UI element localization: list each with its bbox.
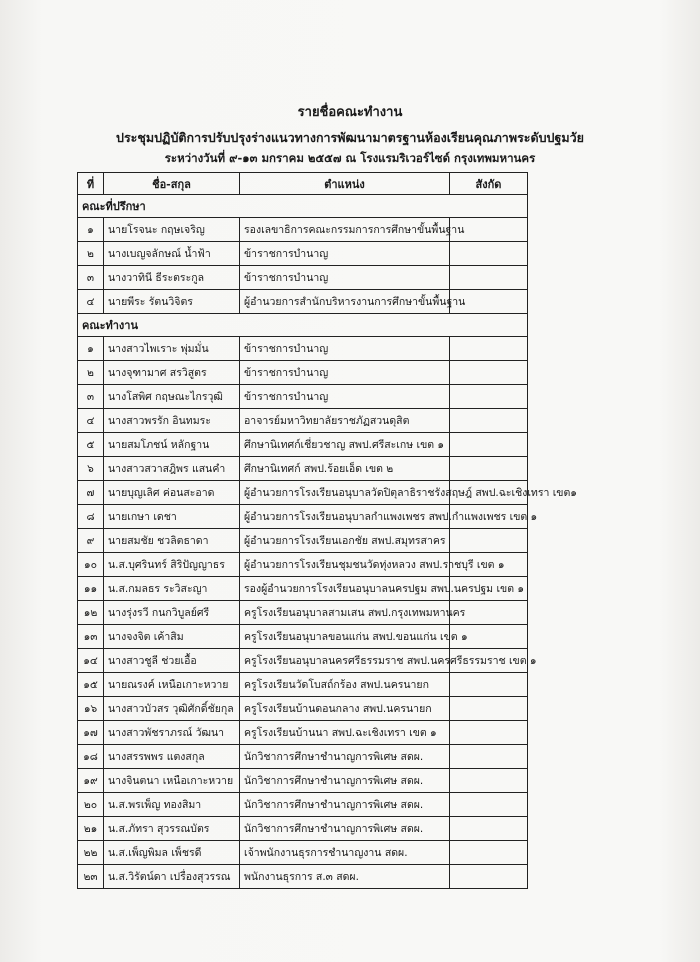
row-affiliation [450, 361, 528, 385]
table-row [78, 218, 528, 242]
row-name: นางรุ่งรวี กนกวิบูลย์ศรี [104, 601, 240, 625]
row-number: ๑๐ [78, 553, 104, 577]
table-row [78, 793, 528, 817]
row-number: ๓ [78, 266, 104, 290]
row-name: นายสมชัย ชวลิตธาดา [104, 529, 240, 553]
row-number: ๘ [78, 505, 104, 529]
section-label: คณะที่ปรึกษา [78, 195, 528, 218]
row-position: ผู้อำนวยการโรงเรียนเอกชัย สพป.สมุทรสาคร [240, 529, 450, 553]
section-row-advisors [78, 195, 528, 218]
row-name: น.ส.ภัทรา สุวรรณบัตร [104, 817, 240, 841]
table-row [78, 817, 528, 841]
row-affiliation [450, 673, 528, 697]
row-position: ข้าราชการบำนาญ [240, 385, 450, 409]
row-position: ผู้อำนวยการโรงเรียนอนุบาลวัดปิตุลาธิราชรังสฤษฎ์ สพป.ฉะเชิงเทรา เขต๑ [240, 481, 450, 505]
row-affiliation [450, 793, 528, 817]
row-position: นักวิชาการศึกษาชำนาญการพิเศษ สดผ. [240, 817, 450, 841]
table-row [78, 553, 528, 577]
table-row [78, 601, 528, 625]
meeting-title: ประชุมปฏิบัติการปรับปรุงร่างแนวทางการพัฒนามาตรฐานห้องเรียนคุณภาพระดับปฐมวัย [116, 130, 584, 145]
row-position: ครูโรงเรียนบ้านนา สพป.ฉะเชิงเทรา เขต ๑ [240, 721, 450, 745]
row-affiliation [450, 242, 528, 266]
row-number: ๑๓ [78, 625, 104, 649]
row-number: ๓ [78, 385, 104, 409]
row-name: นางจงจิต เค้าสิม [104, 625, 240, 649]
row-name: นางเบญจลักษณ์ น้ำฟ้า [104, 242, 240, 266]
row-name: นางสาวชูลี ช่วยเอื้อ [104, 649, 240, 673]
table-row [78, 769, 528, 793]
table-row [78, 721, 528, 745]
row-position: ครูโรงเรียนอนุบาลสามเสน สพป.กรุงเทพมหานคร [240, 601, 450, 625]
row-name: นายณรงค์ เหนือเกาะหวาย [104, 673, 240, 697]
row-name: นางสาวไพเราะ พุ่มมั่น [104, 337, 240, 361]
table-row [78, 266, 528, 290]
table-row [78, 433, 528, 457]
row-number: ๑๑ [78, 577, 104, 601]
table-row [78, 290, 528, 314]
row-number: ๔ [78, 290, 104, 314]
row-name: นางโสพิศ กฤษณะไกรวุฒิ [104, 385, 240, 409]
table-row [78, 481, 528, 505]
roster-body [78, 195, 577, 889]
row-affiliation [450, 841, 528, 865]
row-position: ข้าราชการบำนาญ [240, 266, 450, 290]
row-position: นักวิชาการศึกษาชำนาญการพิเศษ สดผ. [240, 793, 450, 817]
row-name: น.ส.พรเพ็ญ ทองสิมา [104, 793, 240, 817]
row-affiliation [450, 697, 528, 721]
row-affiliation [450, 433, 528, 457]
row-affiliation [450, 385, 528, 409]
table-row [78, 361, 528, 385]
row-name: นายโรจนะ กฤษเจริญ [104, 218, 240, 242]
row-number: ๒๒ [78, 841, 104, 865]
row-name: นางสรรพพร แตงสกุล [104, 745, 240, 769]
row-position: รองเลขาธิการคณะกรรมการการศึกษาขั้นพื้นฐาน [240, 218, 450, 242]
row-number: ๑๗ [78, 721, 104, 745]
table-row [78, 409, 528, 433]
row-position: เจ้าพนักงานธุรการชำนาญงาน สดผ. [240, 841, 450, 865]
table-row [78, 242, 528, 266]
row-number: ๑๘ [78, 745, 104, 769]
row-name: นายสมโภชน์ หลักฐาน [104, 433, 240, 457]
row-name: น.ส.เพ็ญพิมล เพ็ชรดี [104, 841, 240, 865]
row-number: ๒ [78, 242, 104, 266]
row-position: ศึกษานิเทศก์ สพป.ร้อยเอ็ด เขต ๒ [240, 457, 450, 481]
table-row [78, 625, 528, 649]
row-number: ๗ [78, 481, 104, 505]
row-name: น.ส.วิรัตน์ดา เปรื่องสุวรรณ [104, 865, 240, 889]
header-affiliation: สังกัด [450, 173, 528, 195]
row-name: นางจุฑามาศ สรวิสูตร [104, 361, 240, 385]
section-row-workers [78, 314, 528, 337]
row-name: นางสาวสวาสฎิพร แสนคำ [104, 457, 240, 481]
row-position: ศึกษานิเทศก์เชี่ยวชาญ สพป.ศรีสะเกษ เขต ๑ [240, 433, 450, 457]
row-name: นางสาวพัชราภรณ์ วัฒนา [104, 721, 240, 745]
header-row [78, 173, 528, 195]
row-number: ๑๙ [78, 769, 104, 793]
row-name: นายบุญเลิศ ค่อนสะอาด [104, 481, 240, 505]
row-position: ครูโรงเรียนวัดโบสถ์กร้อง สพป.นครนายก [240, 673, 450, 697]
row-name: นางสาวบัวสร วุฒิศักดิ์ชัยกุล [104, 697, 240, 721]
row-number: ๙ [78, 529, 104, 553]
row-affiliation [450, 745, 528, 769]
row-name: นางวาทินี ธีระตระกูล [104, 266, 240, 290]
row-affiliation [450, 266, 528, 290]
meeting-date-venue: ระหว่างวันที่ ๙-๑๓ มกราคม ๒๕๕๗ ณ โรงแรมริเวอร์ไซด์ กรุงเทพมหานคร [164, 151, 536, 165]
header-num: ที่ [78, 173, 104, 195]
row-position: ข้าราชการบำนาญ [240, 242, 450, 266]
row-affiliation [450, 721, 528, 745]
row-number: ๒ [78, 361, 104, 385]
document-title: รายชื่อคณะทำงาน [297, 105, 403, 120]
table-row [78, 457, 528, 481]
row-position: ผู้อำนวยการโรงเรียนชุมชนวัดทุ่งหลวง สพป.ราชบุรี เขต ๑ [240, 553, 450, 577]
row-name: น.ส.บุศรินทร์ สิริปัญญาธร [104, 553, 240, 577]
row-affiliation [450, 769, 528, 793]
table-row [78, 529, 528, 553]
row-name: นายเกษา เดชา [104, 505, 240, 529]
row-name: น.ส.กมลธร ระวิสะญา [104, 577, 240, 601]
row-position: พนักงานธุรการ ส.๓ สดผ. [240, 865, 450, 889]
row-number: ๒๓ [78, 865, 104, 889]
row-affiliation [450, 337, 528, 361]
table-row [78, 337, 528, 361]
row-number: ๖ [78, 457, 104, 481]
row-position: ผู้อำนวยการโรงเรียนอนุบาลกำแพงเพชร สพป.กำแพงเพชร เขต ๑ [240, 505, 450, 529]
row-number: ๕ [78, 433, 104, 457]
row-position: นักวิชาการศึกษาชำนาญการพิเศษ สดผ. [240, 769, 450, 793]
row-position: ข้าราชการบำนาญ [240, 337, 450, 361]
row-number: ๑๕ [78, 673, 104, 697]
row-name: นายพีระ รัตนวิจิตร [104, 290, 240, 314]
row-position: รองผู้อำนวยการโรงเรียนอนุบาลนครปฐม สพป.นครปฐม เขต ๑ [240, 577, 450, 601]
table-row [78, 745, 528, 769]
row-name: นางสาวพรรัก อินทมระ [104, 409, 240, 433]
table-row [78, 577, 528, 601]
table-row [78, 505, 528, 529]
row-number: ๑๔ [78, 649, 104, 673]
row-number: ๑๒ [78, 601, 104, 625]
roster-table [77, 172, 577, 889]
table-row [78, 841, 528, 865]
row-number: ๑ [78, 218, 104, 242]
row-position: ข้าราชการบำนาญ [240, 361, 450, 385]
row-number: ๑๖ [78, 697, 104, 721]
table-row [78, 673, 528, 697]
row-affiliation [450, 409, 528, 433]
table-row [78, 697, 528, 721]
row-affiliation [450, 529, 528, 553]
title-block [0, 102, 700, 169]
row-position: ครูโรงเรียนบ้านดอนกลาง สพป.นครนายก [240, 697, 450, 721]
row-number: ๑ [78, 337, 104, 361]
row-position: ครูโรงเรียนอนุบาลขอนแก่น สพป.ขอนแก่น เขต ๑ [240, 625, 450, 649]
row-position: อาจารย์มหาวิทยาลัยราชภัฏสวนดุสิต [240, 409, 450, 433]
table-row [78, 385, 528, 409]
row-name: นางจินตนา เหนือเกาะหวาย [104, 769, 240, 793]
header-name: ชื่อ-สกุล [104, 173, 240, 195]
row-affiliation [450, 817, 528, 841]
section-label: คณะทำงาน [78, 314, 528, 337]
table-row [78, 649, 528, 673]
row-position: ผู้อำนวยการสำนักบริหารงานการศึกษาขั้นพื้นฐาน [240, 290, 450, 314]
row-number: ๒๐ [78, 793, 104, 817]
row-position: ครูโรงเรียนอนุบาลนครศรีธรรมราช สพป.นครศรีธรรมราช เขต ๑ [240, 649, 450, 673]
header-position: ตำแหน่ง [240, 173, 450, 195]
row-affiliation [450, 457, 528, 481]
row-number: ๔ [78, 409, 104, 433]
row-position: นักวิชาการศึกษาชำนาญการพิเศษ สดผ. [240, 745, 450, 769]
row-affiliation [450, 865, 528, 889]
row-number: ๒๑ [78, 817, 104, 841]
table-row [78, 865, 528, 889]
